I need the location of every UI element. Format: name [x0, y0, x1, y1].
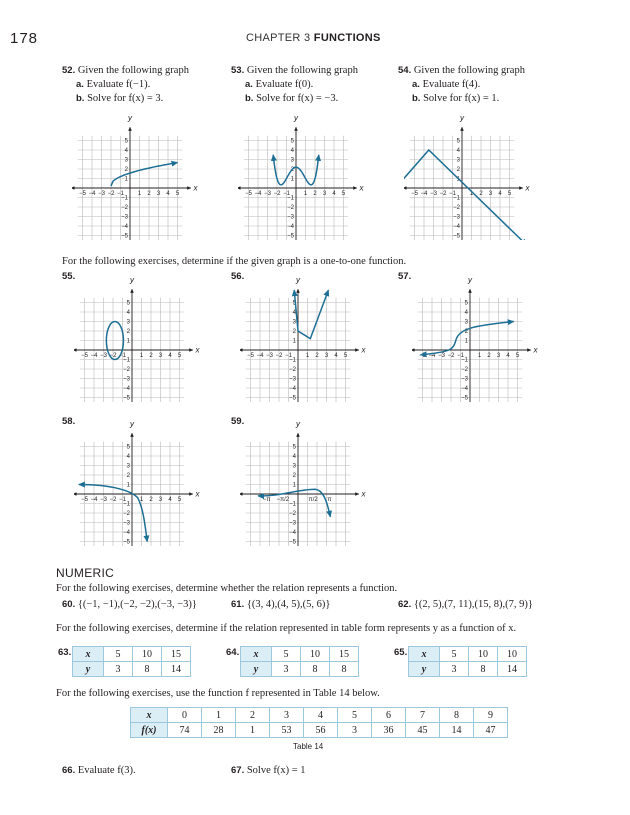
table-cell: 28	[202, 723, 236, 738]
table-header-cell: y	[241, 662, 272, 677]
y-tick-label: 5	[126, 444, 130, 451]
x-tick-label: −2	[439, 191, 447, 197]
x-tick-label: 3	[488, 191, 493, 197]
exercise-61	[231, 598, 330, 612]
y-tick-label: −5	[289, 395, 296, 402]
y-tick-label: −1	[121, 195, 128, 202]
x-tick-label: 3	[156, 191, 161, 197]
y-axis-label: y	[294, 113, 298, 123]
y-tick-label: −4	[289, 386, 296, 392]
y-tick-label: −4	[123, 530, 130, 536]
y-tick-label: 1	[456, 176, 460, 183]
table-64	[240, 646, 359, 677]
table-cell: 15	[162, 647, 191, 662]
y-tick-label: −1	[453, 195, 460, 202]
exercise-prompt: Given the following graph	[413, 65, 525, 76]
y-tick-label: −1	[289, 501, 296, 508]
x-axis-label: x	[195, 345, 200, 355]
y-tick-label: −1	[289, 357, 296, 364]
x-tick-label: 5	[343, 353, 348, 359]
graph-56	[240, 272, 376, 402]
y-tick-label: 5	[292, 300, 296, 307]
x-tick-label: 1	[469, 191, 474, 197]
x-tick-label: 2	[487, 353, 491, 359]
graph-58	[74, 416, 210, 546]
x-tick-label: 5	[515, 353, 520, 359]
table-instruction: For the following exercises, determine if the relation represented in table form represents y as a function of x.	[56, 623, 517, 634]
y-tick-label: 5	[464, 300, 468, 307]
y-axis-label: y	[296, 275, 300, 285]
x-tick-label: 1	[305, 353, 310, 359]
y-tick-label: −4	[123, 386, 130, 392]
y-tick-label: 4	[290, 148, 294, 154]
x-tick-label: −4	[254, 191, 262, 197]
table-65	[408, 646, 527, 677]
table-cell: 74	[168, 723, 202, 738]
part-label: a.	[412, 79, 420, 90]
x-tick-label: −2	[107, 191, 115, 197]
exercise-number: 53.	[231, 65, 245, 76]
y-axis-label: y	[130, 275, 134, 285]
exercise-text: {(3, 4),(4, 5),(5, 6)}	[246, 599, 331, 610]
table-cell: 7	[406, 708, 440, 723]
graph-55-number: 55.	[62, 271, 76, 282]
graph-58-number: 58.	[62, 416, 76, 427]
x-tick-label: −3	[266, 353, 273, 359]
y-tick-label: −2	[453, 205, 460, 211]
x-tick-label: −1	[119, 497, 126, 503]
table-header-cell: x	[409, 647, 440, 662]
table-cell: 3	[104, 662, 133, 677]
part-label: a.	[245, 79, 253, 90]
x-tick-label: −4	[256, 353, 264, 359]
x-tick-label: 4	[332, 191, 336, 197]
x-tick-label: 3	[158, 497, 163, 503]
y-tick-label: −4	[453, 224, 460, 230]
y-tick-label: −2	[123, 511, 130, 517]
table-cell: 53	[270, 723, 304, 738]
x-tick-label: −1	[457, 353, 464, 359]
x-tick-label: −4	[88, 191, 96, 197]
exercise-number: 66.	[62, 765, 76, 776]
table-cell: 36	[372, 723, 406, 738]
part-label: a.	[76, 79, 84, 90]
x-tick-label: 2	[315, 353, 319, 359]
exercise-number: 60.	[62, 599, 76, 610]
y-tick-label: 2	[292, 473, 296, 479]
x-tick-label: −4	[428, 353, 436, 359]
x-tick-label: −5	[81, 353, 88, 359]
y-axis-label: y	[460, 113, 464, 123]
function-curve	[111, 163, 178, 187]
table-header-cell: f(x)	[131, 723, 168, 738]
part-b: Solve for f(x) = −3.	[256, 93, 339, 104]
table-header-cell: x	[73, 647, 104, 662]
y-tick-label: 5	[124, 138, 128, 145]
x-tick-label: −3	[430, 191, 437, 197]
table-cell: 14	[498, 662, 527, 677]
y-axis-label: y	[296, 419, 300, 429]
exercise-text: {(2, 5),(7, 11),(15, 8),(7, 9)}	[413, 599, 533, 610]
x-tick-label: −2	[447, 353, 455, 359]
y-axis-label: y	[468, 275, 472, 285]
table-cell: 6	[372, 708, 406, 723]
y-tick-label: 3	[290, 157, 294, 164]
table-cell: 1	[236, 723, 270, 738]
exercise-64-number: 64.	[226, 647, 240, 658]
y-tick-label: −4	[287, 224, 294, 230]
y-tick-label: −2	[123, 367, 130, 373]
y-tick-label: 4	[456, 148, 460, 154]
table-cell: 15	[330, 647, 359, 662]
table-row	[73, 662, 191, 677]
x-tick-label: 4	[506, 353, 510, 359]
x-tick-label: 3	[324, 353, 329, 359]
y-tick-label: 1	[292, 482, 296, 489]
table-row	[131, 708, 508, 723]
chapter-header	[246, 32, 381, 44]
x-tick-label: 5	[177, 497, 182, 503]
y-tick-label: 1	[126, 482, 130, 489]
part-b: Solve for f(x) = 3.	[87, 93, 164, 104]
graph-59	[240, 416, 376, 546]
graph-53	[238, 110, 374, 240]
table-cell: 47	[474, 723, 508, 738]
table-header-cell: x	[131, 708, 168, 723]
y-tick-label: −5	[121, 233, 128, 240]
table-cell: 8	[301, 662, 330, 677]
table-cell: 5	[338, 708, 372, 723]
y-tick-label: −3	[123, 376, 130, 383]
table-header-cell: y	[409, 662, 440, 677]
x-tick-label: −2	[109, 353, 117, 359]
y-tick-label: 5	[290, 138, 294, 145]
x-tick-label: −4	[90, 353, 98, 359]
x-tick-label: −1	[449, 191, 456, 197]
y-tick-label: 4	[126, 310, 130, 316]
part-a: Evaluate f(−1).	[86, 79, 151, 90]
x-tick-label: −3	[100, 497, 107, 503]
exercise-65-number: 65.	[394, 647, 408, 658]
exercise-52	[62, 64, 189, 106]
x-axis-label: x	[195, 489, 200, 499]
x-tick-label: −4	[90, 497, 98, 503]
exercise-60	[62, 598, 197, 612]
exercise-prompt: Given the following graph	[77, 65, 189, 76]
exercise-text: Solve f(x) = 1	[246, 765, 306, 776]
y-tick-label: −3	[453, 214, 460, 221]
x-axis-label: x	[361, 345, 366, 355]
graph-57	[412, 272, 548, 402]
table-cell: 14	[162, 662, 191, 677]
y-tick-label: −3	[289, 520, 296, 527]
table-cell: 8	[133, 662, 162, 677]
x-tick-label: 4	[168, 497, 172, 503]
part-label: b.	[245, 93, 254, 104]
table-cell: 3	[272, 662, 301, 677]
exercise-number: 54.	[398, 65, 412, 76]
table-cell: 56	[304, 723, 338, 738]
y-tick-label: −2	[289, 511, 296, 517]
section-heading: NUMERIC	[56, 566, 115, 580]
y-tick-label: −5	[453, 233, 460, 240]
table-row	[131, 723, 508, 738]
x-tick-label: 5	[341, 191, 346, 197]
relation-instruction: For the following exercises, determine whether the relation represents a function.	[56, 583, 398, 594]
x-tick-label: 1	[139, 497, 144, 503]
graph-56-number: 56.	[231, 271, 245, 282]
y-tick-label: −5	[289, 539, 296, 546]
part-label: b.	[412, 93, 421, 104]
table-cell: 8	[440, 708, 474, 723]
y-tick-label: 3	[126, 319, 130, 326]
x-tick-label: 2	[479, 191, 483, 197]
y-tick-label: 4	[126, 454, 130, 460]
y-tick-label: −2	[289, 367, 296, 373]
x-tick-label: 1	[137, 191, 142, 197]
table-cell: 10	[133, 647, 162, 662]
table-header-cell: x	[241, 647, 272, 662]
table-cell: 8	[330, 662, 359, 677]
y-tick-label: 3	[464, 319, 468, 326]
x-tick-label: 2	[149, 497, 153, 503]
y-tick-label: 2	[126, 329, 130, 335]
y-tick-label: −5	[287, 233, 294, 240]
x-tick-label: 3	[496, 353, 501, 359]
y-tick-label: −2	[461, 367, 468, 373]
y-tick-label: −1	[123, 501, 130, 508]
y-tick-label: −5	[123, 539, 130, 546]
table-cell: 3	[338, 723, 372, 738]
table-cell: 10	[301, 647, 330, 662]
y-tick-label: 3	[124, 157, 128, 164]
y-tick-label: 2	[126, 473, 130, 479]
y-tick-label: −3	[461, 376, 468, 383]
y-tick-label: −3	[289, 376, 296, 383]
x-tick-label: −2	[275, 353, 283, 359]
exercise-number: 62.	[398, 599, 412, 610]
x-tick-label: 4	[498, 191, 502, 197]
x-tick-label: 1	[139, 353, 144, 359]
exercise-53	[231, 64, 358, 106]
exercise-text: {(−1, −1),(−2, −2),(−3, −3)}	[77, 599, 197, 610]
y-axis-label: y	[130, 419, 134, 429]
table-cell: 5	[440, 647, 469, 662]
y-tick-label: −3	[121, 214, 128, 221]
exercise-number: 52.	[62, 65, 76, 76]
y-tick-label: 3	[126, 463, 130, 470]
x-tick-label: −3	[264, 191, 271, 197]
x-tick-label: 2	[149, 353, 153, 359]
exercise-66	[62, 764, 136, 778]
x-tick-label: −1	[283, 191, 290, 197]
exercise-67	[231, 764, 306, 778]
table-cell: 14	[440, 723, 474, 738]
y-tick-label: 2	[456, 167, 460, 173]
y-tick-label: 5	[292, 444, 296, 451]
table-cell: 2	[236, 708, 270, 723]
exercise-number: 61.	[231, 599, 245, 610]
table-header-cell: y	[73, 662, 104, 677]
y-tick-label: −5	[461, 395, 468, 402]
y-tick-label: 5	[126, 300, 130, 307]
y-tick-label: 1	[126, 338, 130, 345]
table-cell: 5	[272, 647, 301, 662]
x-tick-label: −5	[245, 191, 252, 197]
x-tick-label: −5	[81, 497, 88, 503]
y-tick-label: 3	[456, 157, 460, 164]
x-tick-label: 1	[477, 353, 482, 359]
y-tick-label: 1	[290, 176, 294, 183]
y-tick-label: 4	[292, 454, 296, 460]
y-tick-label: 4	[124, 148, 128, 154]
x-tick-label: 4	[168, 353, 172, 359]
x-tick-label: 3	[158, 353, 163, 359]
y-tick-label: −4	[121, 224, 128, 230]
y-tick-label: 2	[290, 167, 294, 173]
x-tick-label: 5	[175, 191, 180, 197]
x-tick-label: 3	[322, 191, 327, 197]
x-tick-label: −3	[100, 353, 107, 359]
y-tick-label: 3	[292, 319, 296, 326]
table-cell: 3	[440, 662, 469, 677]
table-cell: 5	[104, 647, 133, 662]
part-label: b.	[76, 93, 85, 104]
y-tick-label: −2	[121, 205, 128, 211]
x-tick-label: π/2	[308, 497, 318, 503]
table-cell: 8	[469, 662, 498, 677]
y-tick-label: 4	[292, 310, 296, 316]
graph-59-number: 59.	[231, 416, 245, 427]
table-cell: 45	[406, 723, 440, 738]
x-tick-label: π	[327, 497, 332, 503]
x-tick-label: −5	[411, 191, 418, 197]
x-tick-label: −2	[109, 497, 117, 503]
x-axis-label: x	[193, 183, 198, 193]
x-axis-label: x	[525, 183, 530, 193]
x-tick-label: 4	[166, 191, 170, 197]
x-tick-label: −1	[119, 353, 126, 359]
part-b: Solve for f(x) = 1.	[423, 93, 500, 104]
table-cell: 10	[498, 647, 527, 662]
function-table	[130, 707, 508, 738]
graph-54	[404, 110, 540, 240]
y-tick-label: −1	[461, 357, 468, 364]
y-tick-label: −4	[289, 530, 296, 536]
table-63	[72, 646, 191, 677]
x-axis-label: x	[359, 183, 364, 193]
graph-55	[74, 272, 210, 402]
graph-57-number: 57.	[398, 271, 412, 282]
table-cell: 4	[304, 708, 338, 723]
x-tick-label: −5	[79, 191, 86, 197]
one-to-one-instruction: For the following exercises, determine if the given graph is a one-to-one function.	[62, 256, 407, 267]
table-cell: 1	[202, 708, 236, 723]
x-axis-label: x	[361, 489, 366, 499]
part-a: Evaluate f(0).	[255, 79, 314, 90]
part-a: Evaluate f(4).	[422, 79, 481, 90]
y-tick-label: −3	[287, 214, 294, 221]
y-tick-label: 4	[464, 310, 468, 316]
y-axis-label: y	[128, 113, 132, 123]
exercise-text: Evaluate f(3).	[77, 765, 136, 776]
y-tick-label: −2	[287, 205, 294, 211]
table-cell: 10	[469, 647, 498, 662]
table-row	[409, 647, 527, 662]
x-tick-label: −5	[419, 353, 426, 359]
function-curve	[294, 290, 328, 339]
table-caption: Table 14	[293, 742, 324, 751]
x-tick-label: 2	[147, 191, 151, 197]
x-tick-label: −3	[438, 353, 445, 359]
graph-52	[72, 110, 208, 240]
x-tick-label: −4	[420, 191, 428, 197]
y-tick-label: 1	[292, 338, 296, 345]
x-tick-label: 5	[177, 353, 182, 359]
exercise-63-number: 63.	[58, 647, 72, 658]
exercise-62	[398, 598, 533, 612]
y-tick-label: −1	[287, 195, 294, 202]
x-tick-label: −5	[247, 353, 254, 359]
y-tick-label: −3	[123, 520, 130, 527]
exercise-number: 67.	[231, 765, 245, 776]
y-tick-label: −5	[123, 395, 130, 402]
y-tick-label: 1	[124, 176, 128, 183]
table-cell: 0	[168, 708, 202, 723]
x-tick-label: 1	[303, 191, 308, 197]
y-tick-label: 1	[464, 338, 468, 345]
y-tick-label: 3	[292, 463, 296, 470]
x-tick-label: −1	[285, 353, 292, 359]
chapter-title: FUNCTIONS	[313, 32, 381, 44]
exercise-prompt: Given the following graph	[246, 65, 358, 76]
function-table-instruction: For the following exercises, use the function f represented in Table 14 below.	[56, 688, 380, 699]
x-tick-label: −π/2	[276, 497, 290, 503]
x-tick-label: 4	[334, 353, 338, 359]
x-tick-label: −π	[262, 497, 271, 503]
y-tick-label: 2	[124, 167, 128, 173]
table-row	[241, 662, 359, 677]
y-tick-label: −1	[123, 357, 130, 364]
table-cell: 9	[474, 708, 508, 723]
exercise-54	[398, 64, 525, 106]
x-axis-label: x	[533, 345, 538, 355]
table-row	[241, 647, 359, 662]
page-number: 178	[10, 30, 39, 47]
y-tick-label: 2	[464, 329, 468, 335]
y-tick-label: 5	[456, 138, 460, 145]
y-tick-label: −4	[461, 386, 468, 392]
x-tick-label: −2	[273, 191, 281, 197]
table-row	[409, 662, 527, 677]
x-tick-label: 5	[507, 191, 512, 197]
x-tick-label: −3	[98, 191, 105, 197]
x-tick-label: 2	[313, 191, 317, 197]
chapter-label: CHAPTER 3	[246, 32, 311, 44]
table-row	[73, 647, 191, 662]
x-tick-label: −1	[117, 191, 124, 197]
y-tick-label: 2	[292, 329, 296, 335]
table-cell: 3	[270, 708, 304, 723]
